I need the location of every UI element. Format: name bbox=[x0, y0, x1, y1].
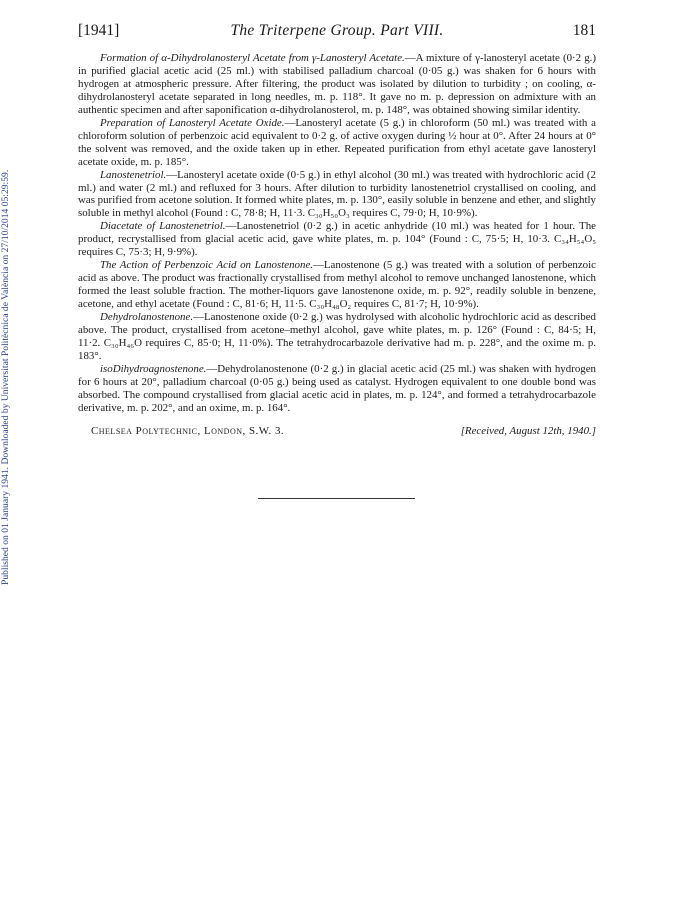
paragraph-heading: Lanostenetriol. bbox=[100, 168, 167, 181]
article-body bbox=[78, 52, 596, 415]
paragraph-text: —Lanosteryl acetate oxide (0·5 g.) in ethyl alcohol (30 ml.) was treated with hydrochloric acid (2 ml.) and water (2 ml.) and refluxed for 3 hours. After dilution to turbidity lanostenetriol crystallised on cooling, and was purified from acetone solution. It formed white plates, m. p. 130°, easily soluble in benzene and ether, and slightly soluble in methyl alcohol (Found : C, 78·8; H, 11·3. C₃₀H₅₀O₃ requires C, 79·0; H, 10·9%). bbox=[78, 168, 596, 220]
paragraph bbox=[78, 363, 596, 415]
paragraph-heading: Preparation of Lanosteryl Acetate Oxide. bbox=[100, 116, 285, 129]
paragraph-heading: isoDihydroagnostenone. bbox=[100, 362, 207, 375]
paragraph bbox=[78, 311, 596, 363]
download-notice: Published on 01 January 1941. Downloaded by Universitat Politècnica de València on 27/10/2014 05:29:59. bbox=[0, 169, 11, 585]
header-year: [1941] bbox=[78, 22, 120, 39]
paragraph-text: —Lanosteryl acetate (5 g.) in chloroform (50 ml.) was treated with a chloroform solution of perbenzoic acid equivalent to 0·2 g. of active oxygen during ½ hour at 0°. After 24 hours at 0° the solvent was removed, and the oxide taken up in ether. Repeated purification from ethyl acetate gave lanosteryl acetate oxide, m. p. 185°. bbox=[78, 116, 596, 168]
paragraph bbox=[78, 169, 596, 221]
paragraph-heading: Dehydrolanostenone. bbox=[100, 311, 194, 324]
paragraph-text: —Dehydrolanostenone (0·2 g.) in glacial acetic acid (25 ml.) was shaken with hydrogen for 6 hours at 20°, palladium charcoal (0·05 g.) being used as catalyst. Hydrogen equivalent to one double bond was absorbed. The compound crystallised from glacial acetic acid in plates, m. p. 124°, and formed a tetrahydrocarbazole derivative, m. p. 202°, and an oxime, m. p. 164°. bbox=[78, 362, 596, 414]
end-rule bbox=[258, 498, 415, 499]
affiliation: Chelsea Polytechnic, London, S.W. 3. bbox=[91, 424, 285, 437]
paragraph-heading: The Action of Perbenzoic Acid on Lanostenone. bbox=[100, 259, 313, 272]
paragraph bbox=[78, 117, 596, 169]
journal-page bbox=[78, 20, 596, 439]
paragraph-text: —Lanostenetriol (0·2 g.) in acetic anhydride (10 ml.) was heated for 1 hour. The product, recrystallised from glacial acetic acid, gave white plates, m. p. 104° (Found : C, 75·5; H, 10·3. C₃₄H₅₄O₅ requires C, 75·3; H, 9·9%). bbox=[78, 220, 596, 259]
paragraph-text: —A mixture of γ-lanosteryl acetate (0·2 g.) in purified glacial acetic acid (25 ml.) with stabilised palladium charcoal (0·05 g.) was shaken for 6 hours with hydrogen at atmospheric pressure. After filtering, the product was isolated by dilution to turbidity ; on cooling, α-dihydrolanosteryl acetate separated in long needles, m. p. 118°. It gave no m. p. depression on admixture with an authentic specimen and after saponification α-dihydrolanosterol, m. p. 148°, was obtained showing similar identity. bbox=[78, 52, 597, 116]
paragraph-heading: Diacetate of Lanostenetriol. bbox=[100, 220, 226, 233]
paragraph-text: —Lanostenone (5 g.) was treated with a solution of perbenzoic acid as above. The product was fractionally crystallised from methyl alcohol to remove unchanged lanostenone, which formed the least soluble fraction. The mother-liquors gave lanostenone oxide, m. p. 92°, readily soluble in benzene, acetone, and ethyl acetate (Found : C, 81·6; H, 11·5. C₃₀H₄₈O₂ requires C, 81·7; H, 10·9%). bbox=[78, 259, 596, 311]
paragraph bbox=[78, 220, 596, 259]
header-title: The Triterpene Group. Part VIII. bbox=[230, 22, 444, 39]
paragraph bbox=[78, 52, 596, 117]
paragraph-heading: Formation of α-Dihydrolanosteryl Acetate from γ-Lanosteryl Acetate. bbox=[100, 52, 405, 64]
received-date: [Received, August 12th, 1940.] bbox=[460, 424, 596, 437]
running-header bbox=[78, 20, 596, 44]
download-watermark bbox=[0, 0, 16, 913]
paragraph bbox=[78, 259, 596, 311]
article-footer bbox=[78, 425, 596, 439]
page-number: 181 bbox=[572, 22, 596, 39]
paragraph-text: —Lanostenone oxide (0·2 g.) was hydrolysed with alcoholic hydrochloric acid as described above. The product, crystallised from acetone–methyl alcohol, gave white plates, m. p. 126° (Found : C, 84·5; H, 11·2. C₃₀H₄₆O requires C, 85·0; H, 11·0%). The tetrahydrocarbazole derivative had m. p. 228°, and the oxime m. p. 183°. bbox=[78, 311, 596, 362]
